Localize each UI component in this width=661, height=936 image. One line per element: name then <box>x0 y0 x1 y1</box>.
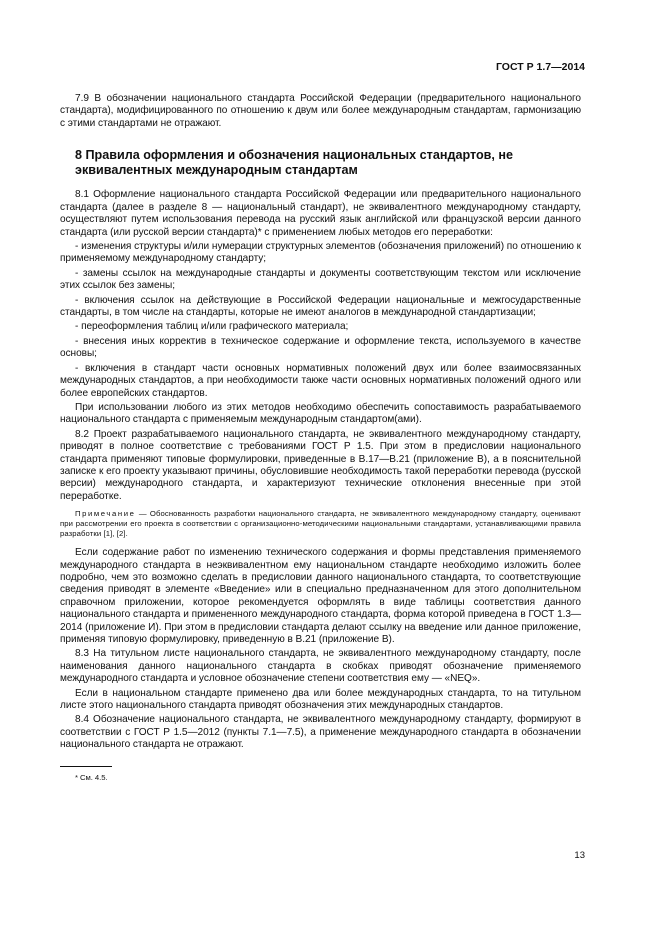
paragraph-8-1: 8.1 Оформление национального стандарта Российской Федерации или предварительного национального стандарта (далее в разделе 8 — национальный стандарт), не эквивалентного международному стандарту, осуществляют путем использования перевода на русский язык английской или французской версии данного стандарта (или русской версии стандарта)* с применением любых методов его переработки: <box>60 189 581 238</box>
list-item: - включения в стандарт части основных нормативных положений двух или более взаимосвязанных международных стандартов, а при необходимости также части основных нормативных положений одного или более европейских стандартов. <box>60 362 581 399</box>
paragraph-detailed-info: Если содержание работ по изменению технического содержания и формы представления применяемого международного стандарта в неэквивалентном ему национальном стандарте необходимо изложить более подробно, чем это возможно сделать в предисловии данного национального стандарта, то соответствующие сведения приводят в элементе «Введение» или в специально предназначенном для этого дополнительном справочном приложении, которое рекомендуется оформлять в виде таблицы соответствия данного национального стандарта и примененного международного стандарта, форма которой приведена в ГОСТ 1.3—2014 (приложение И). При этом в предисловии стандарта делают ссылку на введение или данное приложение, применяя типовую формулировку, приведенную в В.21 (приложение В). <box>60 547 581 645</box>
paragraph-8-3: 8.3 На титульном листе национального стандарта, не эквивалентного международному стандарту, после наименования данного национального стандарта в скобках приводят обозначение применяемого международного стандарта и условное обозначение степени соответствия ему — «NEQ». <box>60 648 581 685</box>
paragraph-7-9: 7.9 В обозначении национального стандарта Российской Федерации (предварительного национального стандарта), модифицированного по отношению к двум или более международным стандартам, гармонизацию с этими стандартами не отражают. <box>60 93 581 129</box>
paragraph-8-2: 8.2 Проект разрабатываемого национального стандарта, не эквивалентного международному стандарту, приводят в полное соответствие с требованиями ГОСТ Р 1.5. При этом в предисловии национального стандарта применяют типовые формулировки, приведенные в В.17—В.21 (приложение В), а в пояснительной записке к его проекту указывают причины, обусловившие необходимость такой переработки перевода (русской версии) международного стандарта, и характеризуют технические отклонения внесенные при этой переработке. <box>60 428 581 502</box>
note <box>60 509 581 539</box>
paragraph-methods-usage: При использовании любого из этих методов необходимо обеспечить сопоставимость разрабатываемого национального стандарта с применяемым международным стандартом(ами). <box>60 401 581 426</box>
footnote-divider <box>60 766 112 767</box>
list-item: - внесения иных корректив в техническое содержание и оформление текста, используемого в качестве основы; <box>60 335 581 360</box>
document-header-code: ГОСТ Р 1.7—2014 <box>495 61 585 73</box>
list-item: - изменения структуры и/или нумерации структурных элементов (обозначения приложений) по отношению к применяемому международному стандарту; <box>60 241 581 265</box>
list-item: - замены ссылок на международные стандарты и документы соответствующим текстом или исключение этих ссылок без замены; <box>60 267 581 292</box>
note-text: — Обоснованность разработки национального стандарта, не эквивалентного международному стандарту, оценивают при рассмотрении его проекта в соответствии с организационно-методическими национальными стандартами, устанавливающими правила разработки [1], [2]. <box>60 509 581 539</box>
list-item: - включения ссылок на действующие в Российской Федерации национальные и межгосударственные стандарты, в том числе на стандарты, которые не имеют аналогов в международной стандартизации; <box>60 294 581 319</box>
paragraph-8-4: 8.4 Обозначение национального стандарта, не эквивалентного международному стандарту, формируют в соответствии с ГОСТ Р 1.5—2012 (пункты 7.1—7.5), а применение международного стандарта в обозначении национального стандарта не отражают. <box>60 714 581 751</box>
list-item: - переоформления таблиц и/или графического материала; <box>75 321 349 333</box>
page-number: 13 <box>574 850 585 861</box>
document-body <box>60 93 581 785</box>
footnote: * См. 4.5. <box>75 772 108 782</box>
note-label: Примечание <box>75 509 136 519</box>
paragraph-multiple-standards: Если в национальном стандарте применено два или более международных стандарта, то на титульном листе этого национального стандарта приводят обозначения этих международных стандартов. <box>60 687 581 712</box>
section-8-heading: 8 Правила оформления и обозначения национальных стандартов, не эквивалентных международным стандартам <box>75 148 514 177</box>
